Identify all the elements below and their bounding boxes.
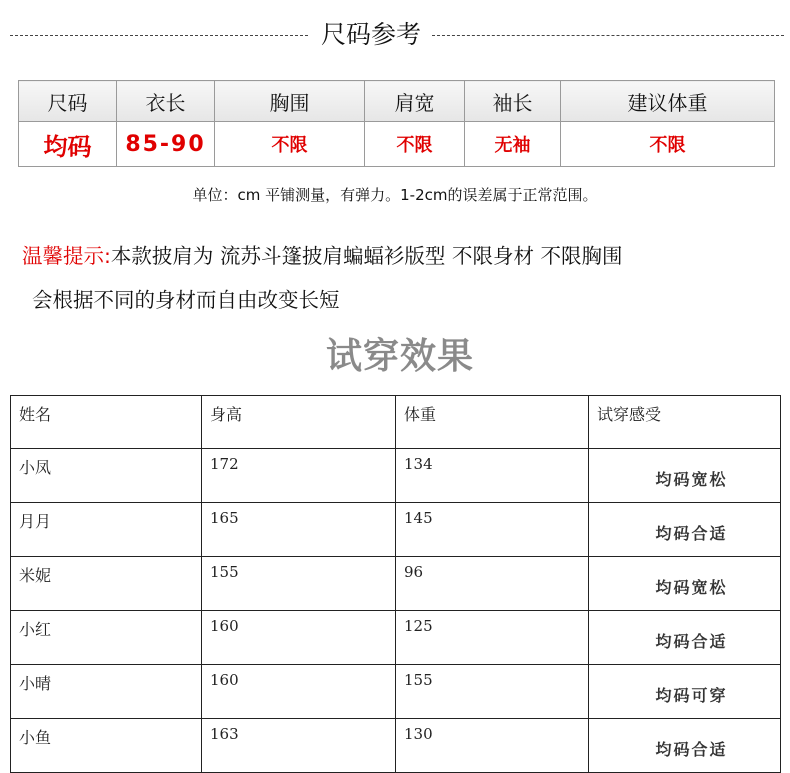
table-row <box>11 719 781 773</box>
cell-height: 155 <box>202 557 396 611</box>
cell-name: 小红 <box>11 611 202 665</box>
size-reference-title: 尺码参考 <box>320 20 421 49</box>
cell-fit: 均码合适 <box>589 719 781 773</box>
cell-fit: 均码宽松 <box>589 557 781 611</box>
cell-weight: 96 <box>396 557 589 611</box>
cell-height: 172 <box>202 449 396 503</box>
value-sleeve: 无袖 <box>465 122 561 167</box>
table-row <box>11 611 781 665</box>
cell-weight: 125 <box>396 611 589 665</box>
tip-block <box>22 234 782 322</box>
header-length: 衣长 <box>117 81 215 122</box>
value-length: 85-90 <box>117 122 215 167</box>
value-bust: 不限 <box>215 122 365 167</box>
cell-weight: 145 <box>396 503 589 557</box>
cell-height: 165 <box>202 503 396 557</box>
try-on-header-row <box>11 396 781 449</box>
tip-text-1: 本款披肩为 流苏斗篷披肩蝙蝠衫版型 不限身材 不限胸围 <box>110 244 623 268</box>
table-row <box>11 665 781 719</box>
header-size: 尺码 <box>19 81 117 122</box>
size-table-row <box>19 122 775 167</box>
cell-height: 160 <box>202 665 396 719</box>
dashed-divider-left <box>10 35 308 36</box>
cell-height: 163 <box>202 719 396 773</box>
header-weight: 建议体重 <box>561 81 775 122</box>
cell-name: 月月 <box>11 503 202 557</box>
cell-height: 160 <box>202 611 396 665</box>
size-table <box>18 80 775 167</box>
try-on-title: 试穿效果 <box>325 336 474 377</box>
tip-label: 温馨提示: <box>22 244 111 268</box>
table-row <box>11 449 781 503</box>
size-table-header-row <box>19 81 775 122</box>
cell-fit: 均码可穿 <box>589 665 781 719</box>
table-row <box>11 557 781 611</box>
cell-fit: 均码合适 <box>589 503 781 557</box>
header-bust: 胸围 <box>215 81 365 122</box>
cell-name: 小鱼 <box>11 719 202 773</box>
header-sleeve: 袖长 <box>465 81 561 122</box>
header-height: 身高 <box>202 396 396 449</box>
value-weight: 不限 <box>561 122 775 167</box>
header-shoulder: 肩宽 <box>365 81 465 122</box>
cell-fit: 均码合适 <box>589 611 781 665</box>
cell-fit: 均码宽松 <box>589 449 781 503</box>
try-on-table <box>10 395 781 773</box>
dashed-divider-right <box>432 35 784 36</box>
unit-note: 单位：cm 平铺测量，有弹力。1-2cm的误差属于正常范围。 <box>192 186 598 204</box>
value-size: 均码 <box>19 122 117 167</box>
cell-weight: 130 <box>396 719 589 773</box>
header-body-weight: 体重 <box>396 396 589 449</box>
cell-name: 米妮 <box>11 557 202 611</box>
value-shoulder: 不限 <box>365 122 465 167</box>
tip-line-1 <box>22 234 782 278</box>
header-name: 姓名 <box>11 396 202 449</box>
cell-name: 小晴 <box>11 665 202 719</box>
cell-weight: 134 <box>396 449 589 503</box>
size-reference-header <box>0 18 790 52</box>
table-row <box>11 503 781 557</box>
cell-weight: 155 <box>396 665 589 719</box>
tip-line-2: 会根据不同的身材而自由改变长短 <box>32 288 340 312</box>
cell-name: 小凤 <box>11 449 202 503</box>
header-fit-feedback: 试穿感受 <box>589 396 781 449</box>
